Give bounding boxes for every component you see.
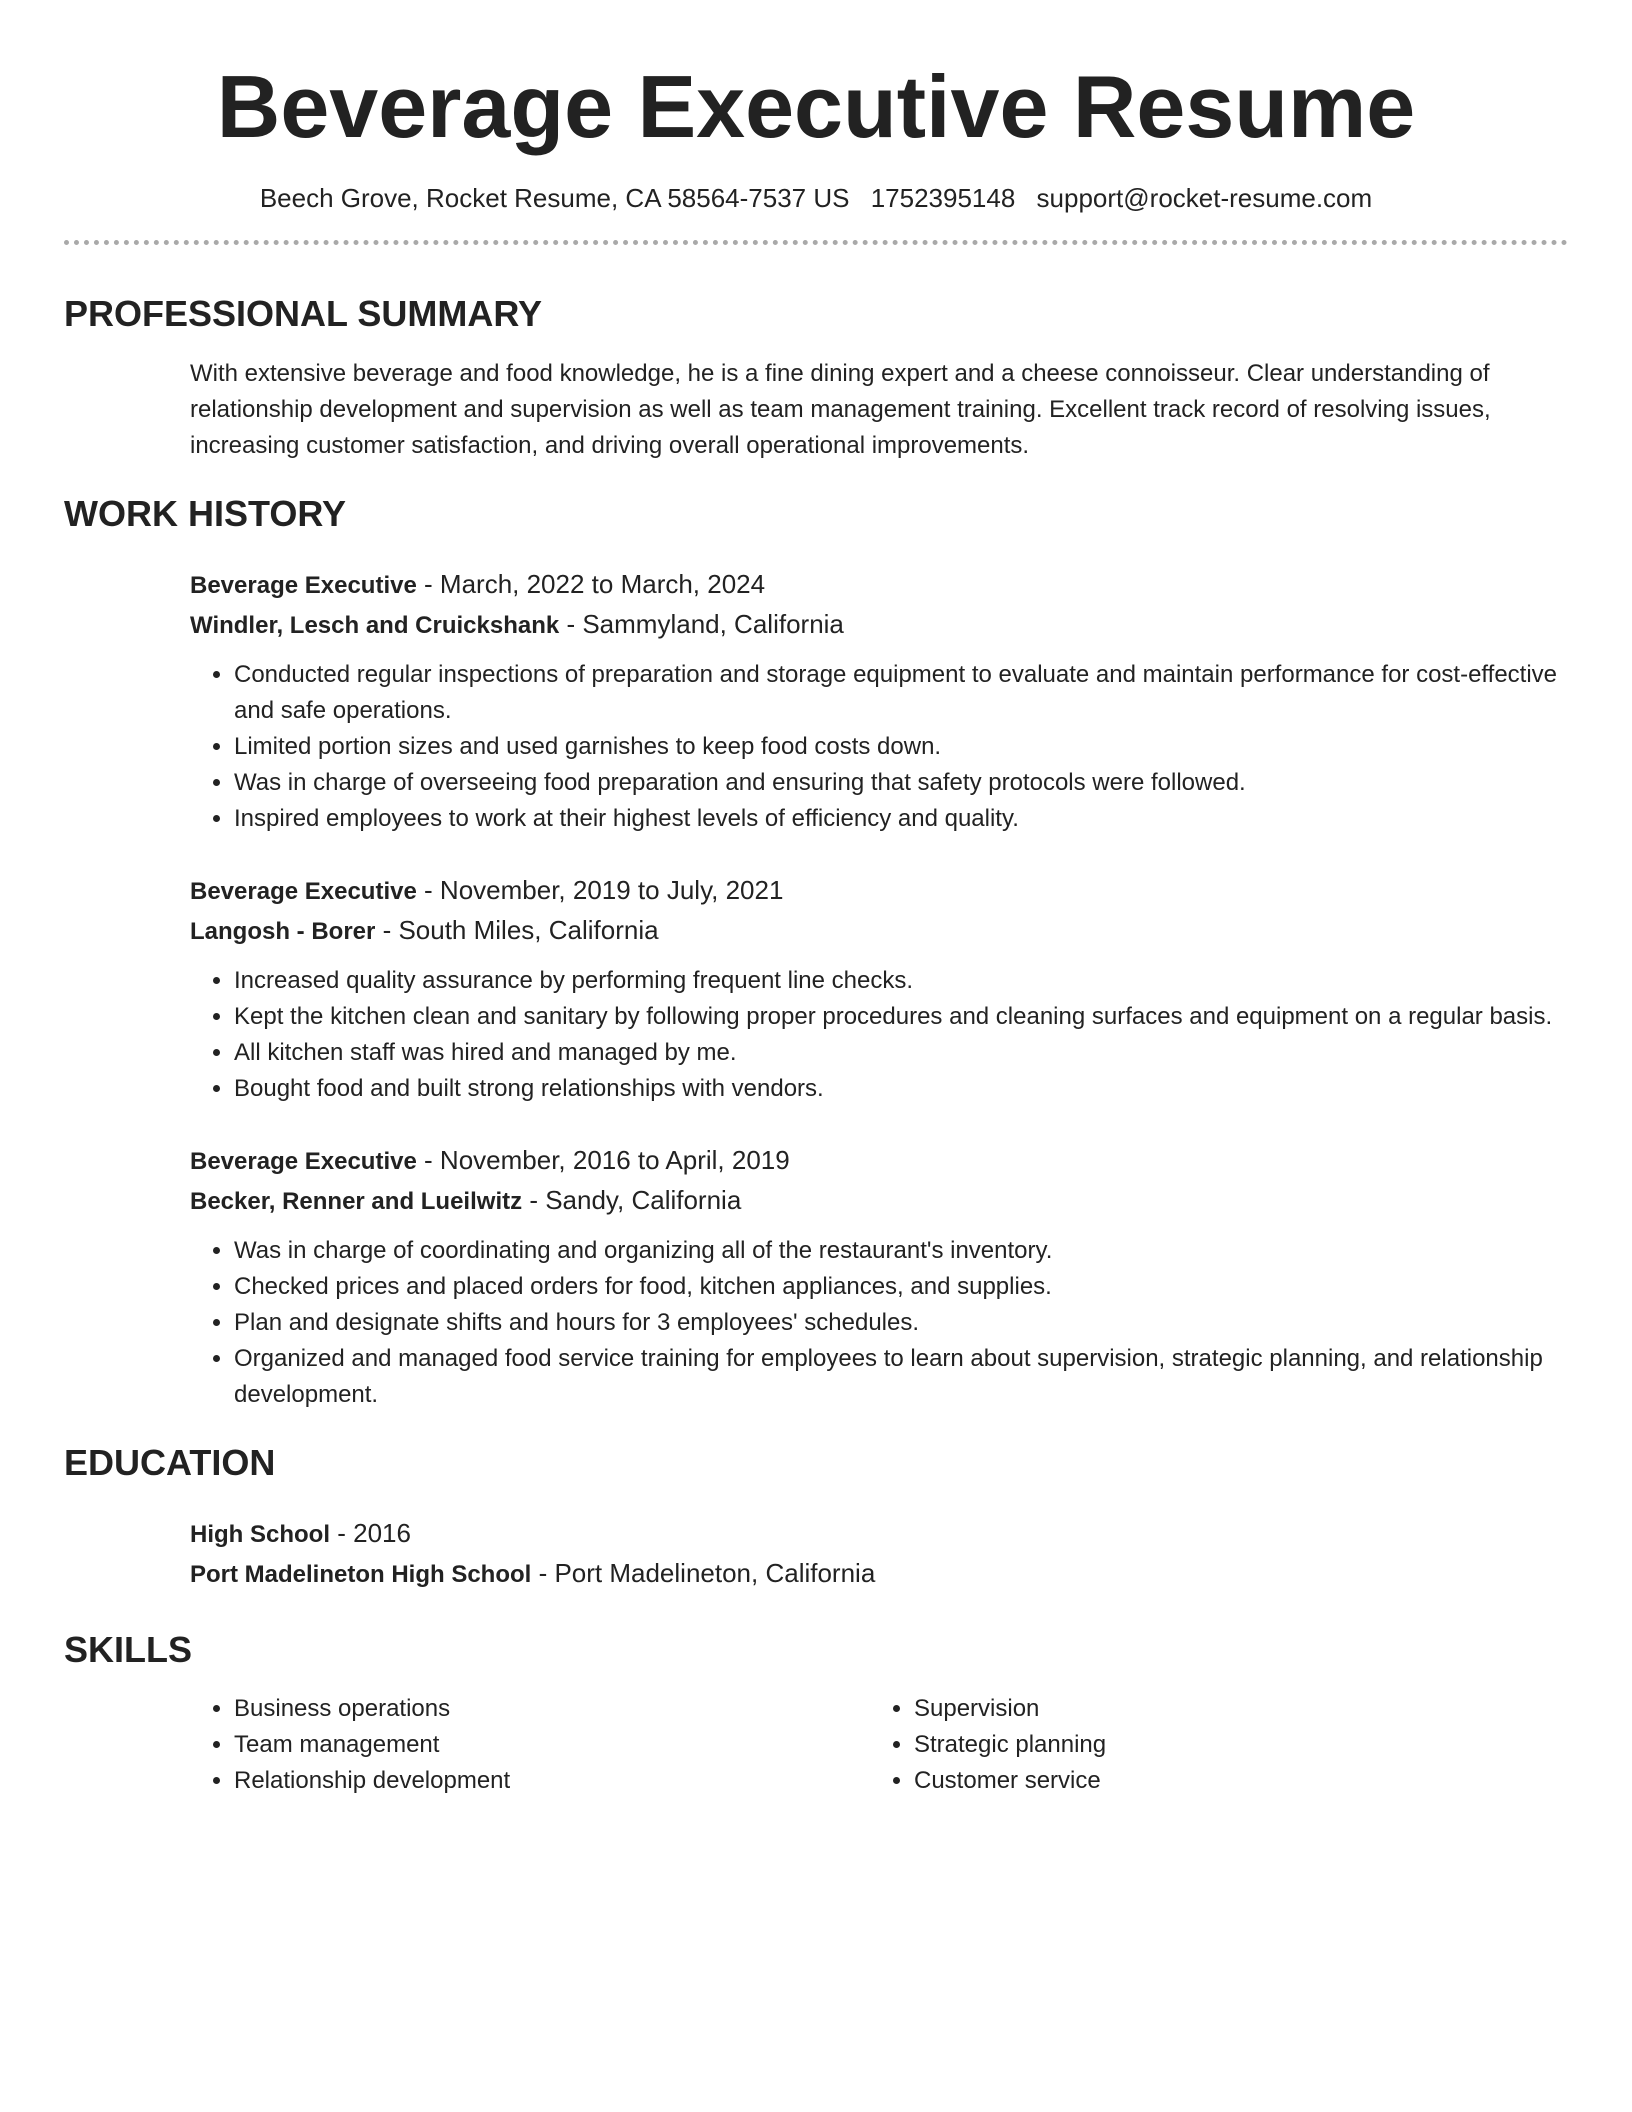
resume-header: [64, 0, 1568, 245]
list-item: • Bought food and built strong relationships with vendors.: [234, 1071, 1568, 1107]
list-item: • Strategic planning: [914, 1727, 1550, 1763]
list-item: • Limited portion sizes and used garnishes to keep food costs down.: [234, 729, 1568, 765]
job-company-line: [190, 1181, 1568, 1221]
job-location: - South Miles, California: [375, 914, 659, 945]
job-company: Becker, Renner and Lueilwitz: [190, 1187, 523, 1215]
contact-phone: 1752395148: [870, 182, 1016, 213]
job-title: Beverage Executive: [190, 571, 417, 599]
list-item: • Supervision: [914, 1691, 1550, 1727]
job-title-line: [190, 1141, 1568, 1181]
contact-line: [64, 182, 1568, 216]
list-item: • Checked prices and placed orders for food, kitchen appliances, and supplies.: [234, 1269, 1568, 1305]
job-company: Langosh - Borer: [190, 917, 376, 945]
job-bullets: [190, 657, 1568, 837]
skills-list: [870, 1691, 1550, 1799]
education-year: - 2016: [330, 1517, 411, 1548]
job-bullets: [190, 1233, 1568, 1413]
job-dates: - March, 2022 to March, 2024: [416, 568, 766, 599]
list-item: • Increased quality assurance by performing frequent line checks.: [234, 963, 1568, 999]
skills-list: [190, 1691, 870, 1799]
resume-title: Beverage Executive Resume: [216, 57, 1416, 156]
list-item: • Team management: [234, 1727, 870, 1763]
job-dates: - November, 2016 to April, 2019: [416, 1144, 790, 1175]
skills-grid: [190, 1691, 1568, 1799]
list-item: • Was in charge of overseeing food preparation and ensuring that safety protocols were followed.: [234, 765, 1568, 801]
job-title-line: [190, 565, 1568, 605]
skills-column-right: [870, 1691, 1550, 1799]
job-company: Windler, Lesch and Cruickshank: [190, 611, 560, 639]
list-item: • Business operations: [234, 1691, 870, 1727]
header-divider: [64, 240, 1568, 245]
education-location: - Port Madelineton, California: [531, 1557, 876, 1588]
skills-heading: SKILLS: [64, 1628, 193, 1670]
job-entry: [190, 565, 1568, 837]
list-item: • Relationship development: [234, 1763, 870, 1799]
job-title: Beverage Executive: [190, 1147, 417, 1175]
list-item: • All kitchen staff was hired and managed by me.: [234, 1035, 1568, 1071]
job-bullets: [190, 963, 1568, 1107]
job-title-line: [190, 871, 1568, 911]
job-company-line: [190, 605, 1568, 645]
list-item: • Conducted regular inspections of preparation and storage equipment to evaluate and maintain performance for cost-effective and safe operations.: [234, 657, 1568, 729]
job-entry: [190, 871, 1568, 1107]
summary-text: With extensive beverage and food knowledge, he is a fine dining expert and a cheese connoisseur. Clear understanding of relationship development and supervision as well as team management training. Excellent track record of resolving issues, increasing customer satisfaction, and driving overall operational improvements.: [190, 359, 1491, 459]
skills-column-left: [190, 1691, 870, 1799]
list-item: • Kept the kitchen clean and sanitary by following proper procedures and cleaning surfaces and equipment on a regular basis.: [234, 999, 1568, 1035]
education-heading: EDUCATION: [64, 1441, 276, 1483]
education-school: Port Madelineton High School: [190, 1560, 532, 1588]
work-history-heading: WORK HISTORY: [64, 492, 347, 534]
education-degree-line: [190, 1514, 1568, 1554]
contact-email: support@rocket-resume.com: [1036, 182, 1373, 213]
list-item: • Customer service: [914, 1763, 1550, 1799]
list-item: • Was in charge of coordinating and organizing all of the restaurant's inventory.: [234, 1233, 1568, 1269]
job-location: - Sandy, California: [522, 1184, 742, 1215]
education-degree: High School: [190, 1520, 330, 1548]
education-entry: [190, 1514, 1568, 1594]
job-entry: [190, 1141, 1568, 1413]
list-item: • Plan and designate shifts and hours for 3 employees' schedules.: [234, 1305, 1568, 1341]
job-title: Beverage Executive: [190, 877, 417, 905]
job-location: - Sammyland, California: [559, 608, 844, 639]
job-company-line: [190, 911, 1568, 951]
list-item: • Organized and managed food service training for employees to learn about supervision, strategic planning, and relationship development.: [234, 1341, 1568, 1413]
job-dates: - November, 2019 to July, 2021: [416, 874, 784, 905]
education-school-line: [190, 1554, 1568, 1594]
list-item: • Inspired employees to work at their highest levels of efficiency and quality.: [234, 801, 1568, 837]
summary-heading: PROFESSIONAL SUMMARY: [64, 293, 543, 335]
contact-address: Beech Grove, Rocket Resume, CA 58564-7537 US: [259, 182, 850, 213]
